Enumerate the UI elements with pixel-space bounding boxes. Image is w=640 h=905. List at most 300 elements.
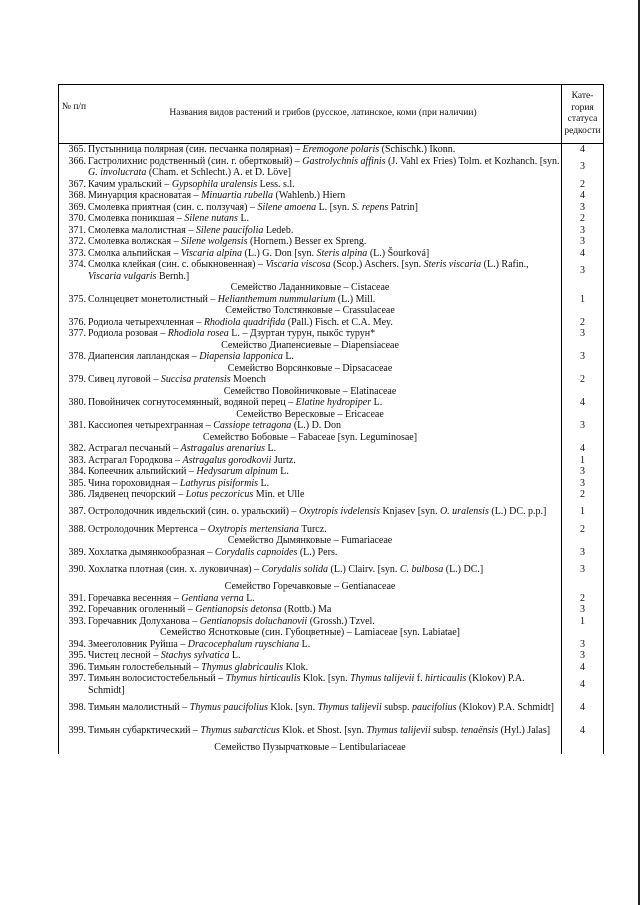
status-category: 3 [562, 236, 604, 248]
latin-name: Helianthemum nummularium [217, 293, 336, 305]
name-text: (Pall.) Fisch. et C.A. Mey. [285, 316, 393, 328]
latin-name: Rhodiola quadrifida [203, 316, 286, 328]
family-name: Семейство Пузырчатковые – Lentibulariaceae [59, 742, 562, 754]
species-number: 366. [68, 155, 86, 167]
latin-name: C. bulbosa [399, 563, 444, 575]
species-name-cell [59, 397, 562, 409]
species-name-cell [59, 673, 562, 696]
name-text: Сивец луговой – [88, 374, 161, 385]
species-number: 390. [68, 563, 86, 575]
latin-name: Gypsophila uralensis [171, 178, 258, 190]
name-text: Bernh.] [156, 270, 190, 282]
species-name [88, 616, 561, 628]
name-text: Остролодочник Мертенса – [88, 523, 208, 535]
species-name [88, 144, 561, 156]
species-name [88, 202, 561, 214]
family-category-empty [562, 432, 604, 444]
species-name [88, 650, 561, 662]
name-text: Jurtz. [271, 454, 296, 466]
species-name [88, 725, 561, 737]
species-number: 378. [68, 351, 86, 362]
status-category: 3 [562, 478, 604, 490]
name-text: Лядвенец печорский – [88, 489, 186, 500]
species-number: 388. [68, 523, 86, 535]
family-name: Семейство Дымянковые – Fumariaceae [59, 535, 562, 547]
family-header-row [59, 535, 604, 547]
latin-name: Steris alpina [316, 247, 368, 259]
name-text: (Hyl.) Jalas] [498, 724, 551, 736]
name-text: L. [237, 213, 250, 224]
name-text: Горечавник Долуханова – [88, 615, 200, 627]
name-text: Turcz. [298, 523, 327, 535]
species-name-cell [59, 248, 562, 260]
species-row [59, 248, 604, 260]
status-category: 3 [562, 639, 604, 651]
name-text: Астрагал Городкова – [88, 454, 183, 466]
species-name [88, 294, 561, 306]
name-text: Смолка альпийская – [88, 247, 181, 259]
species-number: 369. [68, 201, 86, 213]
family-name: Семейство Ворсянковые – Dipsacaceae [59, 363, 562, 375]
species-number: 385. [68, 477, 86, 489]
species-name-cell [59, 202, 562, 214]
family-name: Семейство Горечавковые – Gentianaceae [59, 581, 562, 593]
name-text: (Klokov) P.A. Schmidt] [456, 701, 554, 713]
latin-name: Astragalus gorodkovii [182, 454, 272, 466]
species-name [88, 455, 561, 467]
name-text: Смолка клейкая (син. с. обыкновенная) – [88, 259, 266, 270]
species-number: 381. [68, 420, 86, 431]
header-name-label: Названия видов растений и грибов (русское, латинское, коми (при наличии) [169, 108, 477, 119]
name-text: L. [371, 397, 383, 408]
name-text: (L.) DC.] [443, 563, 484, 575]
family-category-empty [562, 535, 604, 547]
latin-name: Lotus peczoricus [185, 489, 254, 500]
name-text: Patrin] [388, 201, 418, 213]
species-number: 368. [68, 190, 86, 201]
status-category: 3 [562, 351, 604, 363]
species-number: 386. [68, 489, 86, 500]
name-text: Klok. et Shost. [syn. [279, 724, 367, 736]
latin-name: Thymus paucifolius [189, 701, 268, 713]
species-row [59, 662, 604, 674]
name-text: (L.) Pers. [297, 546, 338, 558]
status-category: 2 [562, 213, 604, 225]
species-row [59, 501, 604, 524]
name-text: (J. Vahl ex Fries) Tolm. et Kozhanch. [syn. [385, 155, 560, 167]
family-name: Семейство Повойничковые – Elatinaceae [59, 386, 562, 398]
species-name-cell [59, 225, 562, 237]
family-header-row [59, 282, 604, 294]
species-name [88, 213, 561, 225]
species-name-cell [59, 443, 562, 455]
family-category-empty [562, 305, 604, 317]
species-number: 372. [68, 236, 86, 247]
name-text: Смолевка приятная (син. с. ползучая) – [88, 201, 258, 213]
species-name [88, 374, 561, 386]
species-name-cell [59, 374, 562, 386]
species-name [88, 248, 561, 260]
species-row [59, 420, 604, 432]
status-category: 3 [562, 328, 604, 340]
species-name [88, 702, 561, 714]
name-text: Тимьян малолистный – [88, 701, 190, 713]
latin-name: Eremogone polaris [302, 144, 380, 155]
species-row [59, 558, 604, 581]
status-category: 4 [562, 443, 604, 455]
name-text: Чистец лесной – [88, 650, 161, 661]
species-name [88, 328, 561, 340]
latin-name: Gentianopsis detonsa [195, 604, 282, 615]
species-row [59, 213, 604, 225]
species-number: 387. [68, 506, 86, 518]
latin-name: Lathyrus pisiformis [179, 477, 258, 489]
species-name [88, 236, 561, 248]
species-row [59, 593, 604, 605]
status-category: 3 [562, 202, 604, 214]
name-text: L. [299, 638, 311, 650]
latin-name: Oxytropis ivdelensis [298, 506, 380, 518]
species-row [59, 236, 604, 248]
status-category: 2 [562, 317, 604, 329]
species-row [59, 225, 604, 237]
name-text: L. – Дзуртан турун, пыкőс турун* [228, 328, 376, 339]
name-text: Горечавник оголенный – [88, 604, 196, 615]
status-category: 3 [562, 547, 604, 559]
latin-name: Gentiana verna [181, 592, 244, 604]
species-number: 393. [68, 615, 86, 627]
family-name: Семейство Ладанниковые – Cistaceae [59, 282, 562, 294]
latin-name: O. uralensis [439, 506, 489, 518]
latin-name: Steris viscaria [423, 259, 482, 270]
latin-name: Gastrolychnis affinis [302, 155, 386, 167]
name-text: Хохлатка дымянкообразная – [88, 546, 215, 558]
name-text: (Scop.) Aschers. [syn. [330, 259, 424, 270]
species-name [88, 673, 561, 696]
name-text: (L.) Šourková] [367, 247, 430, 259]
species-number: 398. [68, 701, 86, 713]
name-text: Пустынница полярная (син. песчанка полярная) – [88, 144, 303, 155]
species-number: 367. [68, 178, 86, 190]
status-category: 1 [562, 616, 604, 628]
species-name-cell [59, 604, 562, 616]
header-number-label: № п/п [61, 102, 87, 112]
species-row [59, 317, 604, 329]
species-name-cell [59, 489, 562, 501]
species-name-cell [59, 616, 562, 628]
name-text: Смолевка волжская – [88, 236, 182, 247]
name-text: Астрагал песчаный – [88, 443, 181, 454]
name-text: Klok. [283, 661, 309, 673]
status-category: 2 [562, 179, 604, 191]
species-number: 373. [68, 247, 86, 259]
name-text: Klok. [syn. [300, 673, 351, 684]
family-category-empty [562, 627, 604, 639]
species-name [88, 604, 561, 616]
latin-name: Silene paucifolia [195, 224, 264, 236]
species-name [88, 524, 561, 536]
status-category: 4 [562, 190, 604, 202]
status-category: 4 [562, 144, 604, 156]
latin-name: Diapensia lapponica [199, 351, 283, 362]
species-name-cell [59, 213, 562, 225]
latin-name: hirticaulis [425, 673, 467, 684]
name-text: L. [265, 443, 277, 454]
species-name-cell [59, 294, 562, 306]
species-name-cell [59, 466, 562, 478]
name-text: (Wahlenb.) Hiern [273, 190, 346, 201]
species-name-cell [59, 156, 562, 179]
species-row [59, 397, 604, 409]
name-text: subsp. [381, 701, 413, 713]
name-text: Кассиопея четырехгранная – [88, 420, 214, 431]
name-text: Смолевка поникшая – [88, 213, 185, 224]
species-number: 391. [68, 592, 86, 604]
name-text: (L.) D. Don [291, 420, 342, 431]
status-category: 2 [562, 593, 604, 605]
species-row [59, 604, 604, 616]
species-row [59, 294, 604, 306]
latin-name: Viscaria vulgaris [88, 270, 157, 282]
species-name [88, 639, 561, 651]
name-text: Качим уральский – [88, 178, 172, 190]
name-text: Змееголовник Руйша – [88, 638, 188, 650]
name-text: Чина гороховидная – [88, 477, 180, 489]
family-category-empty [562, 340, 604, 352]
latin-name: Oxytropis mertensiana [207, 523, 299, 535]
species-name [88, 225, 561, 237]
latin-name: Thymus talijevii [366, 724, 431, 736]
species-name [88, 420, 561, 432]
family-name: Семейство Диапенсиевые – Diapensiaceae [59, 340, 562, 352]
species-name-cell [59, 351, 562, 363]
species-row [59, 455, 604, 467]
species-number: 396. [68, 661, 86, 673]
latin-name: Thymus hirticaulis [225, 673, 301, 684]
species-number: 370. [68, 213, 86, 224]
latin-name: Silene nutans [184, 213, 238, 224]
species-name [88, 156, 561, 179]
status-category: 3 [562, 420, 604, 432]
latin-name: paucifolius [412, 701, 457, 713]
name-text: (Klokov) P.A. Schmidt] [88, 673, 525, 696]
status-category: 3 [562, 604, 604, 616]
name-text: (Grossh.) Tzvel. [307, 615, 375, 627]
species-name-cell [59, 524, 562, 536]
family-name: Семейство Толстянковые – Crassulaceae [59, 305, 562, 317]
latin-name: G. involucrata [88, 167, 147, 178]
species-number: 379. [68, 374, 86, 385]
species-name-cell [59, 317, 562, 329]
name-text: f. [414, 673, 426, 684]
species-name [88, 506, 561, 518]
name-text: Родиола розовая – [88, 328, 168, 339]
species-name-cell [59, 259, 562, 282]
latin-name: Corydalis solida [261, 563, 329, 575]
name-text: (Schischk.) Ikonn. [379, 144, 456, 155]
status-category: 1 [562, 455, 604, 467]
family-category-empty [562, 386, 604, 398]
latin-name: Thymus talijevii [350, 673, 415, 684]
name-text: L. [258, 477, 270, 489]
species-number: 399. [68, 724, 86, 736]
family-header-row [59, 581, 604, 593]
latin-name: Silene amoena [257, 201, 317, 213]
name-text: (Rottb.) Ma [281, 604, 332, 615]
status-category: 3 [562, 156, 604, 179]
species-name [88, 466, 561, 478]
status-category: 1 [562, 294, 604, 306]
family-category-empty [562, 363, 604, 375]
species-row [59, 144, 604, 156]
table-header-row [59, 85, 604, 144]
species-name-cell [59, 558, 562, 581]
species-name [88, 662, 561, 674]
species-name-cell [59, 501, 562, 524]
status-category: 4 [562, 248, 604, 260]
species-number: 382. [68, 443, 86, 454]
species-name-cell [59, 236, 562, 248]
latin-name: Viscaria alpina [180, 247, 243, 259]
name-text: Less. s.l. [257, 178, 295, 190]
latin-name: Hedysarum alpinum [196, 466, 278, 477]
species-row [59, 351, 604, 363]
status-category: 4 [562, 719, 604, 742]
species-number: 380. [68, 397, 86, 408]
name-text: L. [syn. [316, 201, 352, 213]
species-row [59, 650, 604, 662]
species-name [88, 190, 561, 202]
species-name [88, 179, 561, 191]
species-name-cell [59, 179, 562, 191]
species-row [59, 443, 604, 455]
latin-name: Elatine hydropiper [295, 397, 372, 408]
family-header-row [59, 409, 604, 421]
status-category: 4 [562, 673, 604, 696]
name-text: Повойничек согнутосемянный, водяной перец – [88, 397, 296, 408]
status-category: 1 [562, 501, 604, 524]
species-name-cell [59, 719, 562, 742]
species-name-cell [59, 662, 562, 674]
latin-name: Thymus glabricaulis [201, 661, 284, 673]
family-name: Семейство Бобовые – Fabaceae [syn. Leguminosae] [59, 432, 562, 444]
name-text: (Cham. et Schlecht.) A. et D. Löve] [146, 167, 292, 178]
species-row [59, 489, 604, 501]
name-text: subsp. [430, 724, 461, 736]
family-name: Семейство Яснотковые (син. Губоцветные) – Lamiaceae [syn. Labiatae] [59, 627, 562, 639]
species-row [59, 190, 604, 202]
family-header-row [59, 742, 604, 754]
species-name [88, 443, 561, 455]
name-text: Солнцецвет монетолистный – [88, 293, 218, 305]
species-name [88, 564, 561, 576]
name-text: L. [277, 466, 289, 477]
status-category: 2 [562, 524, 604, 536]
latin-name: Dracocephalum ruyschiana [187, 638, 300, 650]
species-name-cell [59, 696, 562, 719]
species-number: 392. [68, 604, 86, 615]
species-name [88, 593, 561, 605]
species-number: 383. [68, 454, 86, 466]
name-text: L. [243, 592, 255, 604]
species-number: 374. [68, 259, 86, 270]
species-row [59, 259, 604, 282]
species-name [88, 259, 561, 282]
latin-name: Astragalus arenarius [180, 443, 266, 454]
species-number: 365. [68, 144, 86, 155]
name-text: Гастролихнис родственный (син. г. обертковый) – [88, 155, 303, 167]
family-header-row [59, 340, 604, 352]
species-number: 389. [68, 546, 86, 558]
latin-name: Thymus subarcticus [200, 724, 280, 736]
family-header-row [59, 432, 604, 444]
status-category: 4 [562, 397, 604, 409]
species-row [59, 524, 604, 536]
family-category-empty [562, 282, 604, 294]
species-row [59, 719, 604, 742]
species-name-cell [59, 478, 562, 490]
species-row [59, 466, 604, 478]
name-text: Хохлатка плотная (син. х. луковичная) – [88, 563, 262, 575]
species-row [59, 156, 604, 179]
species-row [59, 202, 604, 214]
latin-name: Silene wolgensis [181, 236, 248, 247]
latin-name: Corydalis capnoides [214, 546, 298, 558]
species-number: 376. [68, 316, 86, 328]
species-name-cell [59, 593, 562, 605]
species-number: 375. [68, 293, 86, 305]
rare-species-table [58, 84, 604, 754]
species-row [59, 639, 604, 651]
species-number: 371. [68, 224, 86, 236]
name-text: Тимьян субарктический – [88, 724, 201, 736]
species-row [59, 547, 604, 559]
species-name-cell [59, 144, 562, 156]
species-name-cell [59, 190, 562, 202]
name-text: L. [229, 650, 241, 661]
name-text: Knjasev [syn. [379, 506, 440, 518]
family-header-row [59, 363, 604, 375]
species-name [88, 397, 561, 409]
name-text: Min. et Ulle [253, 489, 305, 500]
species-number: 397. [68, 673, 86, 684]
species-row [59, 179, 604, 191]
header-category-cell [562, 85, 604, 144]
name-text: Минуарция красноватая – [88, 190, 202, 201]
latin-name: Thymus talijevii [317, 701, 382, 713]
name-text: Klok. [syn. [267, 701, 318, 713]
status-category: 3 [562, 259, 604, 282]
name-text: (L.) Clairv. [syn. [328, 563, 400, 575]
species-name [88, 478, 561, 490]
species-name [88, 351, 561, 363]
latin-name: Succisa pratensis [160, 374, 231, 385]
species-name-cell [59, 455, 562, 467]
status-category: 2 [562, 374, 604, 386]
species-name [88, 547, 561, 559]
family-header-row [59, 627, 604, 639]
latin-name: S. repens [351, 201, 389, 213]
header-category-label: Кате-гория статуса редкости [564, 91, 601, 136]
latin-name: Cassiope tetragona [213, 420, 292, 431]
name-text: (L.) Mill. [335, 293, 376, 305]
status-category: 3 [562, 225, 604, 237]
header-name-cell [59, 85, 562, 144]
family-category-empty [562, 581, 604, 593]
species-number: 395. [68, 650, 86, 661]
name-text: Тимьян волосистостебельный – [88, 673, 226, 684]
species-row [59, 328, 604, 340]
